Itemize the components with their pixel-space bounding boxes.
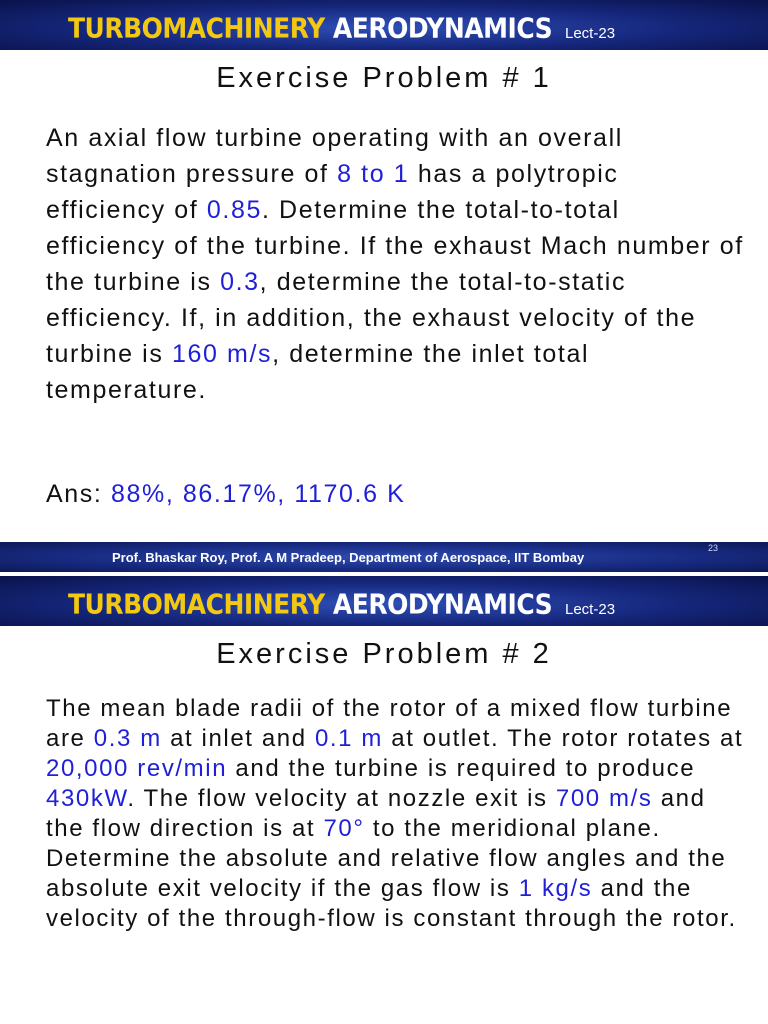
problem-statement: [46, 120, 746, 408]
footer-banner: [0, 542, 768, 572]
course-title-word1: TURBOMACHINERY: [68, 12, 325, 44]
highlighted-value: 1 kg/s: [518, 875, 593, 902]
body-text: , determine the inlet total temperature.: [46, 340, 590, 404]
answer-label: Ans:: [46, 480, 103, 508]
course-title: [68, 588, 552, 620]
highlighted-value: 0.3 m: [93, 725, 162, 752]
body-text: , determine the total-to-static efficiency. If, in addition, the exhaust velocity of the turbine is: [46, 268, 697, 368]
highlighted-value: 70°: [323, 815, 365, 842]
highlighted-value: 20,000 rev/min: [46, 755, 228, 782]
body-text: at inlet and: [161, 725, 315, 752]
body-text: and the turbine is required to produce: [227, 755, 696, 782]
slide-title: Exercise Problem # 1: [216, 62, 552, 94]
lecture-number: Lect-23: [565, 601, 616, 618]
body-text: to the meridional plane. Determine the absolute and relative flow angles and the absolute exit velocity if the gas flow is: [46, 815, 727, 902]
highlighted-value: 0.3: [220, 268, 260, 296]
body-text: . The flow velocity at nozzle exit is: [127, 785, 556, 812]
header-banner: [0, 0, 768, 50]
body-text: at outlet. The rotor rotates at: [383, 725, 744, 752]
body-text: The mean blade radii of the rotor of a mixed flow turbine are: [46, 695, 733, 752]
highlighted-value: 0.1 m: [314, 725, 383, 752]
body-text: has a polytropic efficiency of: [46, 160, 619, 224]
page-number: 23: [708, 543, 719, 553]
highlighted-value: 0.85: [206, 196, 262, 224]
course-title-word2: AERODYNAMICS: [332, 588, 553, 620]
answer-line: [46, 480, 405, 509]
body-text: . Determine the total-to-total efficiency of the turbine. If the exhaust Mach number of the turbine is: [46, 196, 744, 296]
highlighted-value: 8 to 1: [337, 160, 410, 188]
course-title-word2: AERODYNAMICS: [332, 12, 553, 44]
course-title: [68, 12, 552, 44]
highlighted-value: 160 m/s: [172, 340, 273, 368]
lecture-number: Lect-23: [565, 25, 616, 42]
highlighted-value: 700 m/s: [555, 785, 653, 812]
course-title-word1: TURBOMACHINERY: [68, 588, 325, 620]
header-banner: [0, 576, 768, 626]
highlighted-value: 430kW: [46, 785, 128, 812]
body-text: An axial flow turbine operating with an overall stagnation pressure of: [46, 124, 623, 188]
body-text: and the flow direction is at: [46, 785, 706, 842]
problem-statement: [46, 694, 746, 934]
footer-credits: Prof. Bhaskar Roy, Prof. A M Pradeep, Department of Aerospace, IIT Bombay: [112, 550, 585, 565]
slide-title: Exercise Problem # 2: [216, 638, 552, 670]
answer-value: 88%, 86.17%, 1170.6 K: [110, 480, 406, 508]
body-text: and the velocity of the through-flow is constant through the rotor.: [46, 875, 737, 932]
